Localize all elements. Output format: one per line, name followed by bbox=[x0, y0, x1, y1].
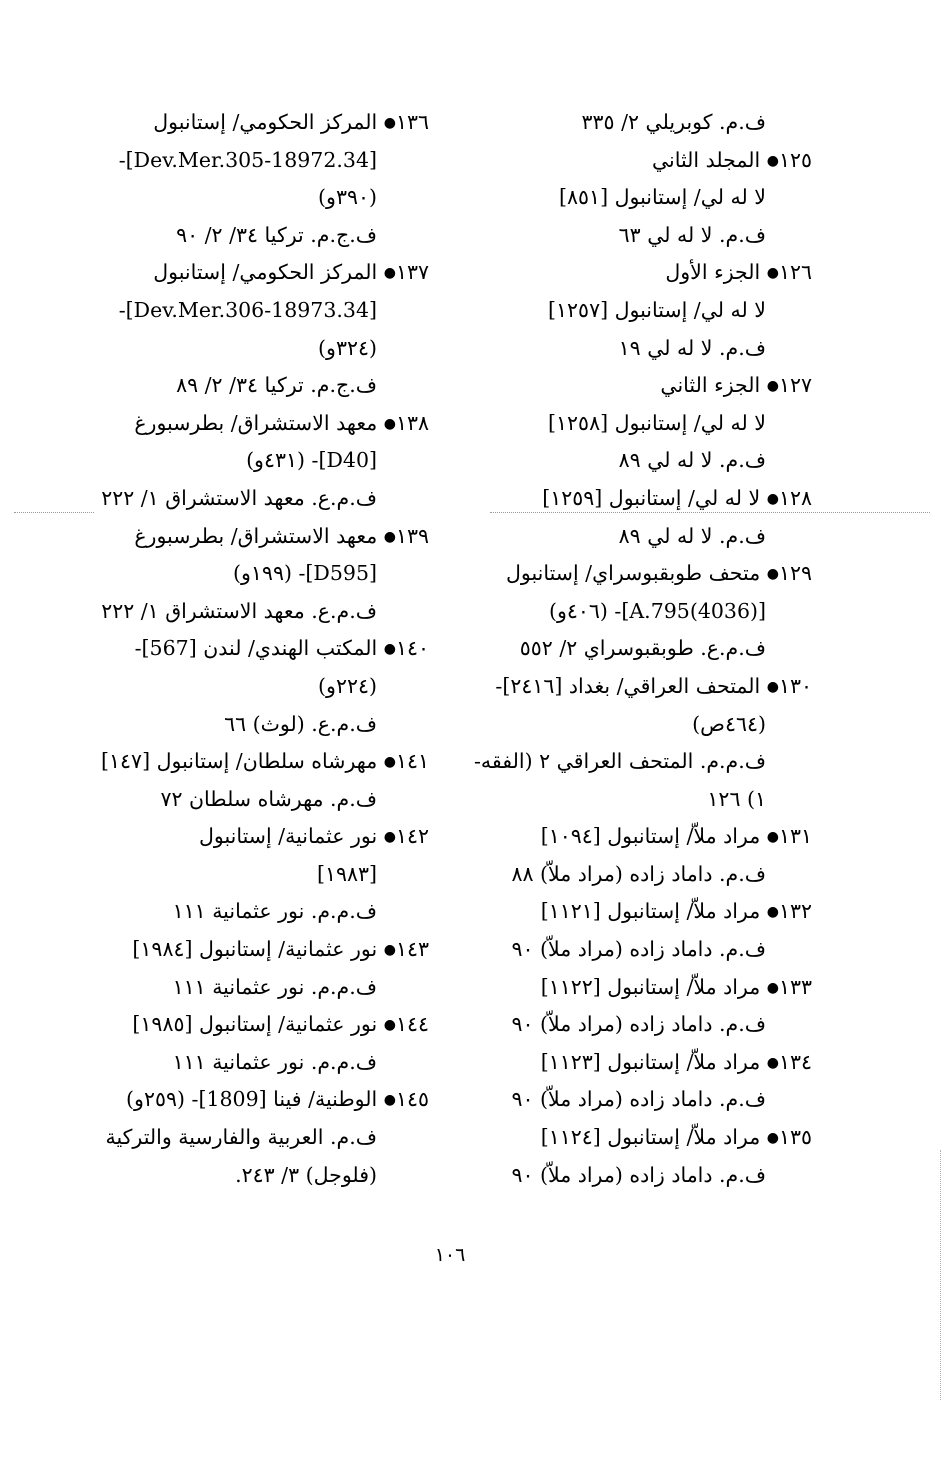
entry-text: ف.م. داماد زاده (مراد ملاّ) ٩٠ bbox=[511, 1162, 766, 1187]
bullet-icon: ● bbox=[383, 754, 396, 771]
entry-text: نور عثمانية/ إستانبول bbox=[198, 824, 378, 849]
entry-text: المكتب الهندي/ لندن [567]- bbox=[134, 636, 378, 661]
bullet-icon: ● bbox=[766, 1054, 779, 1071]
entry-text: [34.Dev.Mer.306-18973]- bbox=[118, 297, 377, 322]
entry-text: معهد الاستشراق/ بطرسبورغ bbox=[134, 523, 378, 548]
entry-number: ١٤٠ bbox=[395, 636, 429, 661]
catalog-entry bbox=[99, 630, 429, 668]
catalog-line bbox=[487, 405, 812, 443]
entry-text: ف.م. كوبريلي ٢/ ٣٣٥ bbox=[581, 110, 766, 134]
entry-text: ف.م.م. المتحف العراقي ٢ (الفقه- bbox=[473, 749, 766, 774]
catalog-line bbox=[99, 593, 429, 631]
entry-text: متحف طوبقبوسراي/ إستانبول bbox=[505, 561, 761, 586]
catalog-entry bbox=[99, 518, 429, 556]
entry-text: ف.م. داماد زاده (مراد ملاّ) ٩٠ bbox=[511, 937, 766, 962]
catalog-line bbox=[99, 292, 429, 330]
entry-number: ١٢٥ bbox=[778, 147, 812, 172]
entry-text: المتحف العراقي/ بغداد [٢٤١٦]- bbox=[495, 673, 761, 698]
entry-text: (٣٩٠و) bbox=[318, 185, 377, 210]
entry-number: ١٣٣ bbox=[778, 974, 812, 999]
catalog-entry bbox=[487, 254, 812, 292]
catalog-line bbox=[99, 217, 429, 255]
entry-number: ١٢٩ bbox=[778, 561, 812, 586]
catalog-entry bbox=[99, 743, 429, 781]
entry-text: [١٩٨٣] bbox=[316, 861, 377, 886]
entry-number: ١٣٠ bbox=[778, 673, 812, 698]
entry-text: ف.م.م. نور عثمانية ١١١ bbox=[172, 974, 377, 999]
entry-number: ١٢٦ bbox=[778, 260, 812, 285]
bullet-icon: ● bbox=[766, 378, 779, 395]
catalog-entry bbox=[487, 367, 812, 405]
catalog-line bbox=[487, 518, 812, 556]
catalog-line bbox=[99, 1044, 429, 1082]
catalog-entry bbox=[487, 142, 812, 180]
entry-text: ف.م.م. نور عثمانية ١١١ bbox=[172, 1049, 377, 1074]
catalog-entry bbox=[487, 1044, 812, 1082]
entry-text: ف.م. لا له لي ٨٩ bbox=[618, 523, 766, 548]
entry-text: ف.م. داماد زاده (مراد ملاّ) ٩٠ bbox=[511, 1087, 766, 1112]
catalog-entry bbox=[487, 969, 812, 1007]
entry-text: لا له لي/ إستانبول [٨٥١] bbox=[559, 185, 766, 210]
catalog-entry bbox=[487, 668, 812, 706]
catalog-line bbox=[487, 781, 812, 819]
catalog-line bbox=[99, 1119, 429, 1157]
catalog-line bbox=[99, 179, 429, 217]
catalog-line bbox=[99, 330, 429, 368]
entry-text: مراد ملاّ/ إستانبول [١٠٩٤] bbox=[540, 824, 761, 849]
entry-text: ف.م. داماد زاده (مراد ملاّ) ٨٨ bbox=[511, 861, 766, 886]
bullet-icon: ● bbox=[766, 904, 779, 921]
scan-divider bbox=[490, 512, 930, 513]
catalog-line bbox=[99, 555, 429, 593]
scan-divider bbox=[14, 512, 94, 513]
catalog-line bbox=[487, 630, 812, 668]
bullet-icon: ● bbox=[766, 829, 779, 846]
catalog-entry bbox=[99, 818, 429, 856]
entry-text: ف.م.ع. معهد الاستشراق ١/ ٢٢٢ bbox=[101, 598, 377, 623]
catalog-line bbox=[99, 367, 429, 405]
entry-text: (٣٢٤و) bbox=[318, 335, 377, 360]
entry-text: ١) ١٢٦ bbox=[707, 786, 766, 811]
entry-number: ١٢٨ bbox=[778, 485, 812, 510]
catalog-entry bbox=[487, 1119, 812, 1157]
catalog-line bbox=[487, 442, 812, 480]
entry-text: ف.م.ع. (لوث) ٦٦ bbox=[224, 711, 377, 736]
catalog-line bbox=[487, 1081, 812, 1119]
catalog-line bbox=[487, 217, 812, 255]
catalog-line bbox=[99, 781, 429, 819]
right-column bbox=[473, 104, 812, 1194]
entry-number: ١٣٤ bbox=[778, 1049, 812, 1074]
catalog-line bbox=[487, 179, 812, 217]
catalog-entry bbox=[99, 254, 429, 292]
entry-number: ١٤٢ bbox=[395, 824, 429, 849]
entry-text: المركز الحكومي/ إستانبول bbox=[153, 110, 378, 134]
catalog-line bbox=[99, 706, 429, 744]
catalog-line bbox=[487, 706, 812, 744]
entry-text: [A.795(4036)]- (٤٠٦و) bbox=[548, 598, 766, 623]
catalog-line bbox=[487, 931, 812, 969]
entry-number: ١٣٢ bbox=[778, 899, 812, 924]
page-edge bbox=[940, 1150, 941, 1400]
entry-number: ١٤١ bbox=[395, 749, 429, 774]
entry-text: لا له لي/ إستانبول [١٢٥٩] bbox=[542, 485, 761, 510]
catalog-line bbox=[473, 743, 812, 781]
entry-text: ف.م. لا له لي ١٩ bbox=[618, 335, 766, 360]
bullet-icon: ● bbox=[766, 678, 779, 695]
entry-text: المجلد الثاني bbox=[651, 147, 761, 172]
entry-text: ف.م.م. نور عثمانية ١١١ bbox=[172, 899, 377, 924]
catalog-entry bbox=[487, 555, 812, 593]
bullet-icon: ● bbox=[383, 829, 396, 846]
entry-text: ف.م. العربية والفارسية والتركية bbox=[105, 1125, 377, 1150]
catalog-line bbox=[487, 1006, 812, 1044]
entry-number: ١٣٧ bbox=[395, 260, 429, 285]
bullet-icon: ● bbox=[383, 942, 396, 959]
catalog-entry bbox=[99, 1006, 429, 1044]
entry-text: معهد الاستشراق/ بطرسبورغ bbox=[134, 410, 378, 435]
bullet-icon: ● bbox=[383, 528, 396, 545]
catalog-line bbox=[99, 893, 429, 931]
entry-text: مهرشاه سلطان/ إستانبول [١٤٧] bbox=[101, 749, 378, 774]
entry-text: (فلوجل) ٣/ ٢٤٣. bbox=[235, 1162, 377, 1187]
bullet-icon: ● bbox=[383, 1017, 396, 1034]
bullet-icon: ● bbox=[766, 152, 779, 169]
catalog-line bbox=[487, 104, 812, 142]
bullet-icon: ● bbox=[766, 265, 779, 282]
bullet-icon: ● bbox=[383, 265, 396, 282]
entry-text: الجزء الأول bbox=[665, 260, 761, 285]
entry-text: مراد ملاّ/ إستانبول [١١٢٢] bbox=[540, 974, 761, 999]
entry-number: ١٢٧ bbox=[778, 373, 812, 398]
entry-text: الجزء الثاني bbox=[660, 373, 761, 398]
catalog-line bbox=[99, 480, 429, 518]
entry-number: ١٣٦ bbox=[395, 110, 429, 134]
catalog-line bbox=[99, 856, 429, 894]
entry-number: ١٤٤ bbox=[395, 1012, 429, 1037]
entry-text: ف.ج.م. تركيا ٣٤/ ٢/ ٩٠ bbox=[176, 222, 377, 247]
entry-text: ف.م.ع. طوبقبوسراي ٢/ ٥٥٢ bbox=[519, 636, 766, 661]
catalog-entry bbox=[487, 818, 812, 856]
bullet-icon: ● bbox=[766, 490, 779, 507]
entry-text: لا له لي/ إستانبول [١٢٥٧] bbox=[548, 297, 766, 322]
entry-number: ١٣١ bbox=[778, 824, 812, 849]
catalog-line bbox=[99, 1157, 429, 1195]
entry-text: مراد ملاّ/ إستانبول [١١٢١] bbox=[540, 899, 761, 924]
entry-text: (٢٢٤و) bbox=[318, 673, 377, 698]
bullet-icon: ● bbox=[766, 566, 779, 583]
entry-number: ١٣٨ bbox=[395, 410, 429, 435]
entry-text: مراد ملاّ/ إستانبول [١١٢٤] bbox=[540, 1125, 761, 1150]
entry-number: ١٣٥ bbox=[778, 1125, 812, 1150]
catalog-line bbox=[487, 1157, 812, 1195]
catalog-line bbox=[99, 668, 429, 706]
entry-text: الوطنية/ فينا [1809]- (٢٥٩و) bbox=[126, 1087, 378, 1112]
entry-number: ١٤٥ bbox=[395, 1087, 429, 1112]
entry-text: ف.م. مهرشاه سلطان ٧٢ bbox=[160, 786, 377, 811]
bullet-icon: ● bbox=[383, 115, 396, 131]
entry-text: (٤٦٤ص) bbox=[692, 711, 766, 736]
page-number: ١٠٦ bbox=[434, 1244, 466, 1266]
bullet-icon: ● bbox=[766, 979, 779, 996]
entry-text: ف.م. داماد زاده (مراد ملاّ) ٩٠ bbox=[511, 1012, 766, 1037]
catalog-entry bbox=[99, 1081, 429, 1119]
catalog-entry bbox=[99, 104, 429, 142]
entry-text: نور عثمانية/ إستانبول [١٩٨٥] bbox=[132, 1012, 378, 1037]
catalog-line bbox=[487, 856, 812, 894]
entry-text: ف.م.ع. معهد الاستشراق ١/ ٢٢٢ bbox=[101, 485, 377, 510]
entry-text: مراد ملاّ/ إستانبول [١١٢٣] bbox=[540, 1049, 761, 1074]
catalog-line bbox=[99, 142, 429, 180]
entry-text: نور عثمانية/ إستانبول [١٩٨٤] bbox=[132, 937, 378, 962]
left-column bbox=[99, 104, 429, 1194]
entry-text: [D595]- (١٩٩و) bbox=[233, 561, 377, 586]
bullet-icon: ● bbox=[383, 415, 396, 432]
entry-number: ١٣٩ bbox=[395, 523, 429, 548]
bullet-icon: ● bbox=[383, 641, 396, 658]
catalog-line bbox=[99, 969, 429, 1007]
entry-text: [34.Dev.Mer.305-18972]- bbox=[118, 147, 377, 172]
catalog-entry bbox=[99, 931, 429, 969]
entry-text: ف.م. لا له لي ٦٣ bbox=[618, 222, 766, 247]
catalog-entry bbox=[487, 893, 812, 931]
entry-text: [D40]- (٤٣١و) bbox=[246, 448, 377, 473]
entry-text: ف.ج.م. تركيا ٣٤/ ٢/ ٨٩ bbox=[176, 373, 377, 398]
bullet-icon: ● bbox=[383, 1092, 396, 1109]
bullet-icon: ● bbox=[766, 1130, 779, 1147]
entry-number: ١٤٣ bbox=[395, 937, 429, 962]
catalog-entry bbox=[99, 405, 429, 443]
catalog-line bbox=[99, 442, 429, 480]
entry-text: لا له لي/ إستانبول [١٢٥٨] bbox=[548, 410, 766, 435]
catalog-line bbox=[487, 330, 812, 368]
entry-text: ف.م. لا له لي ٨٩ bbox=[618, 448, 766, 473]
catalog-line bbox=[487, 292, 812, 330]
entry-text: المركز الحكومي/ إستانبول bbox=[153, 260, 378, 285]
catalog-line bbox=[487, 593, 812, 631]
